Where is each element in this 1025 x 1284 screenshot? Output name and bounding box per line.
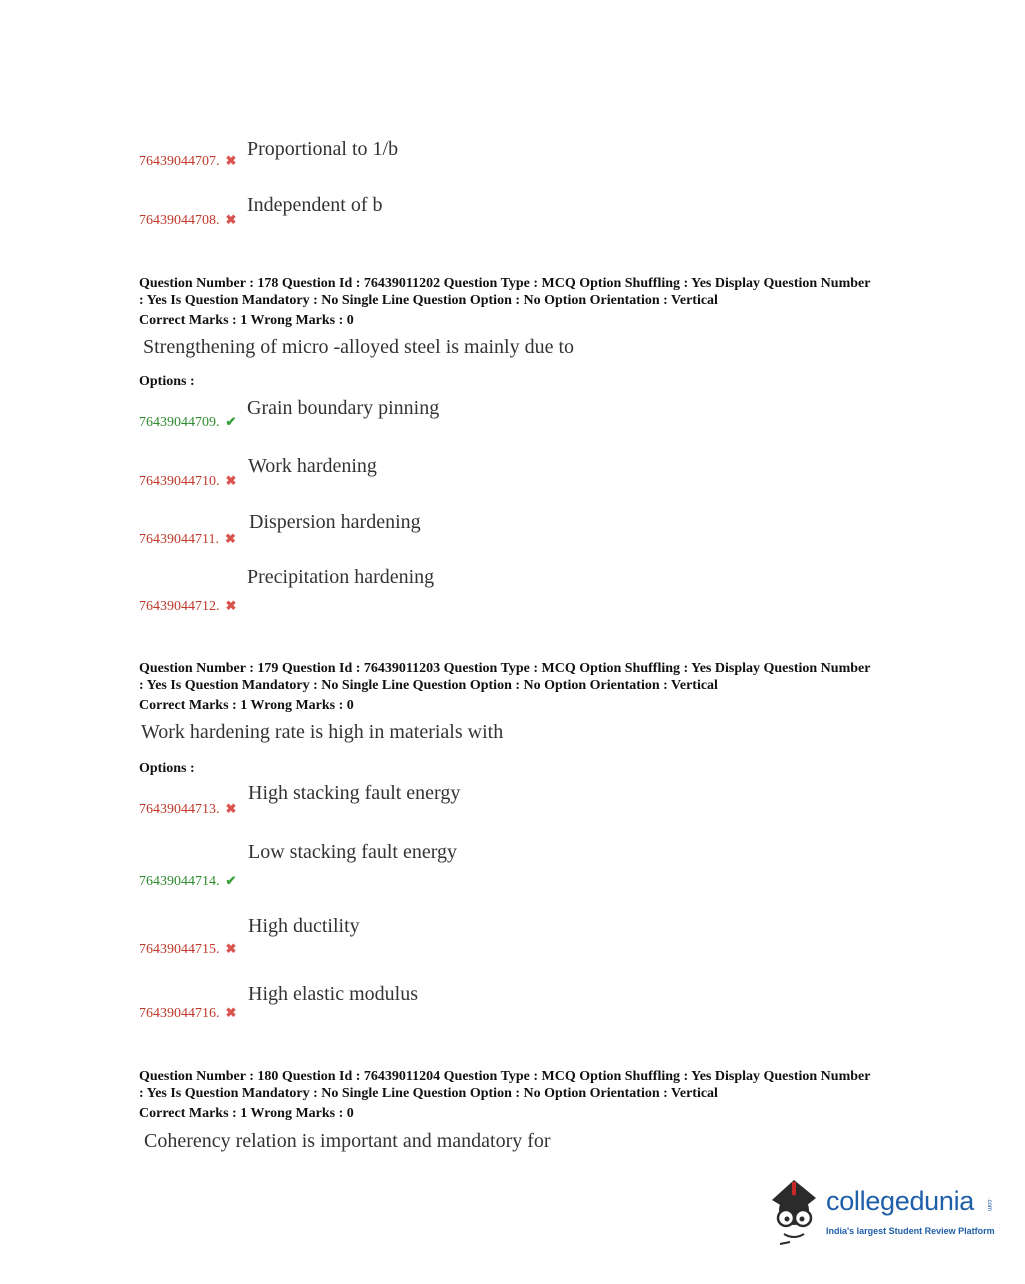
option-id: 76439044713. ✖ — [139, 801, 237, 817]
cross-icon: ✖ — [225, 598, 237, 613]
option-id: 76439044716. ✖ — [139, 1005, 237, 1021]
question-text: Work hardening rate is high in materials with — [141, 721, 504, 743]
check-icon: ✔ — [225, 873, 237, 888]
option-id: 76439044707. ✖ — [139, 153, 237, 169]
cross-icon: ✖ — [225, 801, 237, 816]
options-label: Options : — [139, 374, 195, 389]
option-text: Precipitation hardening — [247, 566, 435, 588]
option-text: Dispersion hardening — [249, 511, 421, 533]
option-text: High elastic modulus — [248, 983, 418, 1005]
option-text: Work hardening — [248, 455, 377, 477]
option-text: Grain boundary pinning — [247, 397, 440, 419]
cross-icon: ✖ — [225, 941, 237, 956]
option-text: Independent of b — [247, 194, 383, 216]
check-icon: ✔ — [225, 414, 237, 429]
question-meta: Question Number : 178 Question Id : 76439011202 Question Type : MCQ Option Shuffling : Yes Display Question Number : Yes Is Question Mandatory : No Single Line Question Option : No Option Orientation : Vertical Correct Marks : 1 Wrong Marks : 0 — [139, 276, 871, 328]
question-text: Strengthening of micro -alloyed steel is mainly due to — [143, 336, 575, 358]
cross-icon: ✖ — [225, 473, 237, 488]
option-id: 76439044712. ✖ — [139, 598, 237, 614]
logo-tagline: India's largest Student Review Platform — [826, 1226, 995, 1236]
question-meta: Question Number : 179 Question Id : 76439011203 Question Type : MCQ Option Shuffling : Yes Display Question Number : Yes Is Question Mandatory : No Single Line Question Option : No Option Orientation : Vertical Correct Marks : 1 Wrong Marks : 0 — [139, 661, 871, 713]
question-text: Coherency relation is important and mandatory for — [144, 1130, 551, 1152]
options-label: Options : — [139, 761, 195, 776]
option-text: High ductility — [248, 915, 360, 937]
cross-icon: ✖ — [224, 531, 236, 546]
option-id: 76439044714. ✔ — [139, 873, 237, 889]
option-text: Low stacking fault energy — [248, 841, 458, 863]
option-text: Proportional to 1/b — [247, 138, 399, 160]
cross-icon: ✖ — [225, 212, 237, 227]
logo-suffix: .com — [986, 1198, 992, 1212]
option-id: 76439044711. ✖ — [139, 531, 236, 547]
logo-name: collegedunia — [826, 1186, 975, 1216]
option-text: High stacking fault energy — [248, 782, 461, 804]
question-meta: Question Number : 180 Question Id : 76439011204 Question Type : MCQ Option Shuffling : Yes Display Question Number : Yes Is Question Mandatory : No Single Line Question Option : No Option Orientation : Vertical Correct Marks : 1 Wrong Marks : 0 — [139, 1069, 871, 1121]
option-id: 76439044709. ✔ — [139, 414, 237, 430]
collegedunia-logo — [766, 1178, 996, 1248]
option-id: 76439044708. ✖ — [139, 212, 237, 228]
cross-icon: ✖ — [225, 1005, 237, 1020]
cross-icon: ✖ — [225, 153, 237, 168]
option-id: 76439044715. ✖ — [139, 941, 237, 957]
option-id: 76439044710. ✖ — [139, 473, 237, 489]
mascot-icon — [766, 1178, 824, 1248]
